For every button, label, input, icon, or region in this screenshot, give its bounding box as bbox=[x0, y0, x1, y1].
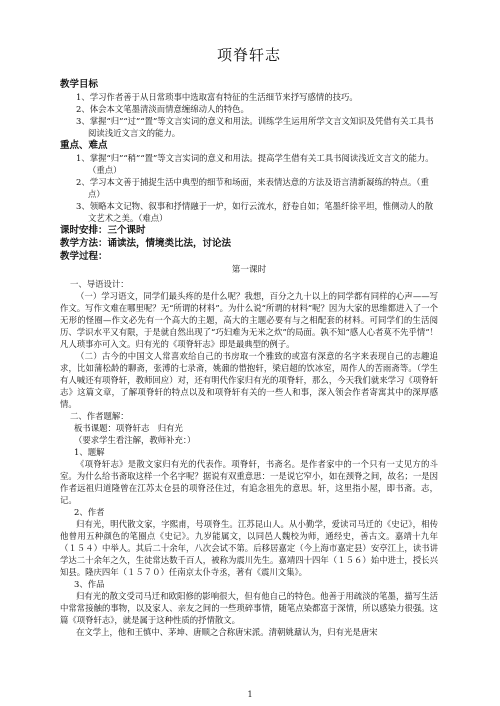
subsection-heading: 1、题解 bbox=[74, 447, 105, 457]
page-number: 1 bbox=[247, 690, 253, 699]
method-line: 教学方法：诵读法，情境类比法，讨论法 bbox=[60, 238, 232, 249]
keypoint-item: 1、掌握“归”“稍”“置”等文言实词的意义和用法。提高学生借有关工具书阅读浅近文言文的能力。（重点） bbox=[76, 153, 434, 175]
keypoints-heading: 重点、难点 bbox=[60, 140, 108, 151]
section2-heading: 二、作者题解： bbox=[70, 411, 129, 421]
section1-paragraph: （一）学习语文，同学们最头疼的是什么呢？我想，百分之九十以上的同学都有同样的心声——写作文。写作文难在哪里呢？无“所谓的材料”。为什么说“所谓的材料”呢？因为大家的思维都进入了一个无形的怪圈—作文必先有一个高大的主题，高大的主题必要有与之相配套的材料。可同学们的生活阅历、学识水平又有限，于是就自然出现了“巧妇难为无米之炊”的局面。孰不知“感人心者莫不先乎情”！凡人琐事亦可入文。归有光的《项脊轩志》即是最典型的例子。 bbox=[60, 291, 438, 349]
keypoint-item: 3、领略本文记物、叙事和抒情融于一炉，如行云流水，舒卷自如；笔墨纤徐平坦，惟侧动人的散文艺术之美。（难点） bbox=[76, 201, 434, 223]
objectives-heading: 教学目标 bbox=[60, 79, 99, 90]
subsection-paragraph: 归有光的散文受司马迁和欧阳修的影响很大，但有他自己的特色。他善于用疏淡的笔墨，描写生活中常常接触的事物，以及家人、亲友之间的一些琐碎事情，随笔点染都富于深情，所以感染力很强。这篇《项脊轩志》，就是属于这种性质的抒情散文。 bbox=[60, 591, 438, 625]
section1-paragraph: （二）古今的中国文人常喜欢给自己的书房取一个雅致的或富有深意的名字来表现自己的志趣追求，比如蒲松龄的聊斋，张溥的七录斋，姚鼐的惜抱轩，梁启超的饮冰室，周作人的苦雨斋等。（学生有人喊还有项脊轩，教师回应）对，还有明代作家归有光的项脊轩，那么，今天我们就来学习《项脊轩志》这篇文章，了解项脊轩的特点以及和项脊轩有关的一些人和事，深入领会作者寄寓其中的深厚感情。 bbox=[60, 351, 438, 409]
subsection-paragraph: 《项脊轩志》是散文家归有光的代表作。项脊轩，书斋名。是作者家中的一个只有一丈见方的斗室。为什么给书斋取这样一个名字呢？据说有双重意思：一是说它窄小，如在颈脊之间，故名；一是因作者远祖归道隆曾在江苏太仓县的项脊泾住过，有追念祖先的意思。轩，这里指小屋，即书斋。志，记。 bbox=[60, 459, 438, 505]
page-title: 项脊轩志 bbox=[216, 46, 281, 64]
board-title: 板书课题：项脊轩志 归有光 bbox=[74, 423, 183, 433]
schedule-line: 课时安排：三个课时 bbox=[60, 225, 146, 236]
objective-item: 2、体会本文笔墨清淡而情意缠绵动人的特色。 bbox=[76, 104, 249, 114]
subsection-paragraph: 归有光，明代散文家，字熙甫，号项脊生。江苏昆山人。从小勤学，爱读司马迁的《史记》，相传他曾用五种颜色的笔圈点《史记》。九岁能属文，以同邑人魏校为师，通经史，善古文。嘉靖十九年（１５４）中举人。其后二十余年，八次会试不第。后移居嘉定（今上海市嘉定县）安亭江上，读书讲学达二十余年之久，生徒常达数千百人，被称为震川先生。嘉靖四十四年（１５６）始中进士，授长兴知县。隆庆四年（１５７０）任南京太仆寺丞，著有《震川文集》。 bbox=[60, 519, 438, 577]
subsection-heading: 3、作品 bbox=[74, 579, 105, 589]
process-heading: 教学过程： bbox=[60, 251, 108, 262]
objective-item: 3、掌握“归”“过”“置”等文言实词的意义和用法。训练学生运用所学文言文知识及凭借有关工具书阅读浅近文言文的能力。 bbox=[76, 116, 434, 138]
section1-heading: 一、导语设计： bbox=[70, 279, 129, 289]
subsection-paragraph: 在文学上，他和王慎中、茅坤、唐顺之合称唐宋派。清朝姚鼐认为，归有光是唐宋 bbox=[76, 627, 378, 637]
objective-item: 1、学习作者善于从日常琐事中选取富有特征的生活细节来抒写感情的技巧。 bbox=[76, 92, 358, 102]
subsection-heading: 2、作者 bbox=[74, 507, 105, 517]
board-note: （要求学生看注解，教师补充：） bbox=[74, 435, 196, 445]
lesson-title: 第一课时 bbox=[231, 265, 267, 275]
keypoint-item: 2、学习本文善于捕捉生活中典型的细节和场面，来表情达意的方法及语言清新凝练的特点。（重点） bbox=[76, 177, 429, 199]
